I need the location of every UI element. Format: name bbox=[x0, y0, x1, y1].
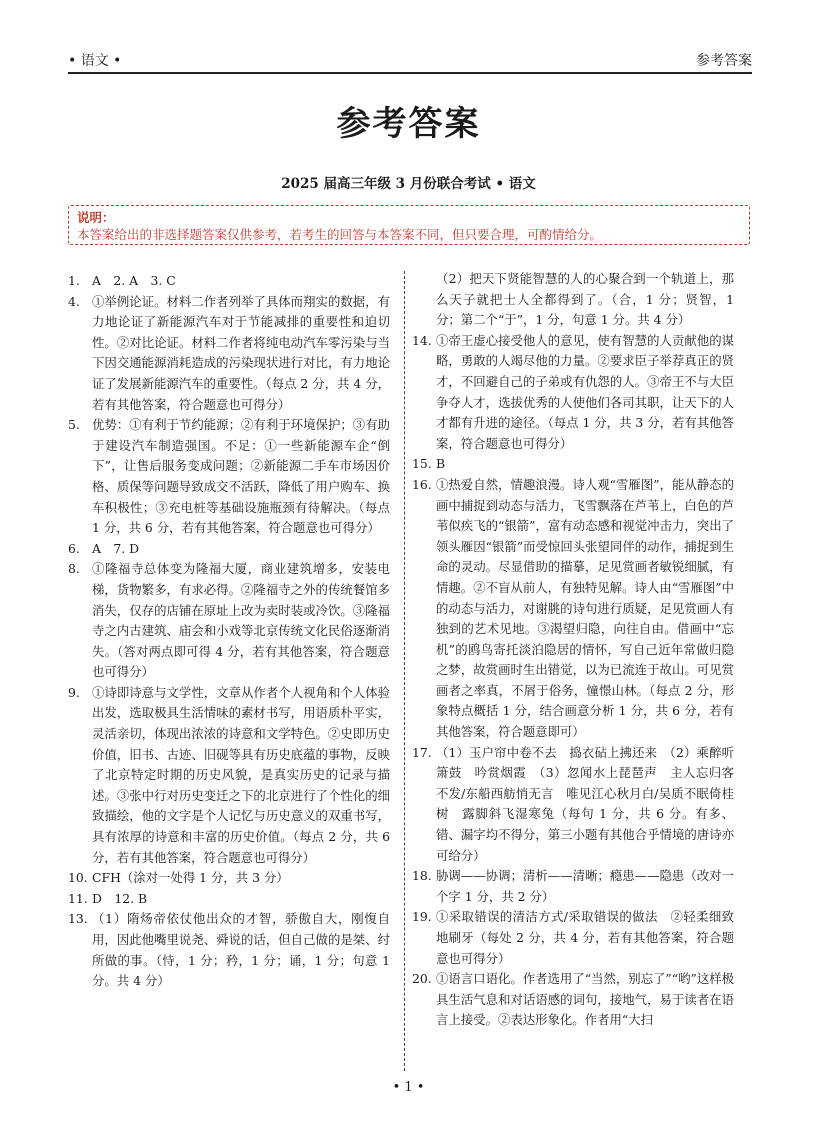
notice-head: 说明： bbox=[77, 210, 115, 225]
answer-item bbox=[412, 743, 734, 867]
answer-number: 15. bbox=[412, 456, 432, 472]
answer-text: 优势：①有利于节约能源；②有利于环境保护；③有助于建设汽车制造强国。不足：①一些新能源车企“倒下”，让售后服务变成问题；②新能源二手车市场因价格、质保等问题导致成交不活跃，降低了用户购车、换车积极性；③充电桩等基础设施瓶颈有待解决。（每点 1 分，共 6 分，若有其他答案，符合题意也可得分） bbox=[92, 417, 390, 536]
answer-item bbox=[68, 292, 390, 416]
notice-text: 本答案给出的非选择题答案仅供参考，若考生的回答与本答案不同，但只要合理，可酌情给分。 bbox=[77, 227, 603, 242]
answer-text: CFH（涂对一处得 1 分，共 3 分） bbox=[92, 870, 289, 886]
answer-number: 1. bbox=[68, 273, 80, 288]
answer-number: 20. bbox=[412, 971, 432, 987]
answer-number: 19. bbox=[412, 909, 432, 925]
answer-text: ①隆福寺总体变为隆福大厦，商业建筑增多，安装电梯，货物繁多，有求必得。②隆福寺之外的传统餐馆多消失，仅存的店铺在原址上改为卖时装或冷饮。③隆福寺之内古建筑、庙会和小戏等北京传统文化民俗逐渐消失。（答对两点即可得 4 分，若有其他答案，符合题意也可得分） bbox=[92, 561, 390, 680]
answer-item bbox=[412, 969, 734, 1031]
answer-item bbox=[68, 868, 390, 889]
answer-number: 9. bbox=[68, 684, 80, 700]
answer-item bbox=[68, 683, 390, 868]
answer-text: D 12. B bbox=[92, 890, 148, 906]
answer-text: （1）隋炀帝依仗他出众的才智，骄傲自大，刚愎自用，因此他嘴里说尧、舜说的话，但自己做的是桀、纣所做的事。（恃，1 分；矜，1 分；诵，1 分；句意 1 分。共 4 分） bbox=[92, 911, 390, 989]
answer-number: 13. bbox=[68, 911, 88, 927]
answer-text: ①举例论证。材料二作者列举了具体而翔实的数据，有力地论证了新能源汽车对于节能减排的重要性和迫切性。②对比论证。材料二作者将纯电动汽车零污染与当下因交通能源消耗造成的污染现状进行对比，有力地论证了发展新能源汽车的重要性。（每点 2 分，共 4 分，若有其他答案，符合题意也可得分） bbox=[92, 293, 390, 412]
answer-number: 11. bbox=[68, 890, 88, 906]
answer-text: A 2. A 3. C bbox=[92, 273, 176, 288]
answer-columns bbox=[68, 271, 752, 1071]
column-divider bbox=[404, 271, 405, 1071]
answer-text: （2）把天下贤能智慧的人的心聚合到一个轨道上，那么天子就把士人全都得到了。（合，1 分；贤智，1 分；第二个“于”，1 分，句意 1 分。共 4 分） bbox=[436, 271, 734, 328]
subject-label: • 语文 • bbox=[68, 53, 122, 69]
answer-number: 5. bbox=[68, 417, 80, 433]
answer-number bbox=[412, 269, 436, 331]
answer-item bbox=[412, 331, 734, 455]
page-number: • 1 • bbox=[392, 1080, 425, 1095]
answer-item bbox=[68, 909, 390, 991]
answer-text: ①语言口语化。作者选用了“当然，别忘了”“哟”这样极具生活气息和对话语感的词句，接地气，易于读者在语言上接受。②表达形象化。作者用“大扫 bbox=[436, 971, 734, 1028]
header-answer-label: 参考答案 bbox=[696, 53, 752, 69]
page-title: 参考答案 bbox=[336, 104, 481, 144]
answer-item bbox=[68, 539, 390, 560]
answer-text: （1）玉户帘中卷不去 捣衣砧上拂还来 （2）乘醉听箫鼓 吟赏烟霞 （3）忽闻水上琵琶声 主人忘归客不发/东船西舫悄无言 唯见江心秋月白/吴质不眠倚桂树 露脚斜飞湿寒兔（每句 1 分，共 6 分。有多、错、漏字均不得分，第三小题有其他合乎情境的唐诗亦可给分） bbox=[436, 744, 734, 863]
answer-number: 14. bbox=[412, 332, 432, 348]
answer-item bbox=[68, 889, 390, 910]
answer-item bbox=[412, 475, 734, 743]
answer-text: B bbox=[436, 456, 446, 472]
answer-item bbox=[68, 559, 390, 683]
answer-text: ①热爱自然，情趣浪漫。诗人观“雪雁图”，能从静态的画中捕捉到动态与活力，飞雪飘落在芦苇上，白色的芦苇似疾飞的“银箭”，富有动态感和视觉冲击力，突出了领头雁因“银箭”而受惊回头张望同伴的动作，捕捉到生命的灵动。尽显借助的描摹，足见赏画者敏锐细腻，有情趣。②不盲从前人，有独特见解。诗人由“雪雁图”中的动态与活力，对谢朓的诗句进行质疑，足见赏画人有独到的艺术见地。③渴望归隐，向往自由。借画中“忘机”的鸥鸟寄托淡泊隐居的情怀，写自己近年常做归隐之梦，故赏画时生出错觉，以为已流连于故山。可见赏画者之率真，不屑于俗务，憧憬山林。（每点 2 分，形象特点概括 1 分，结合画意分析 1 分，共 6 分，若有其他答案，符合题意即可） bbox=[436, 476, 734, 740]
answer-text: 胁调——协调；清析——清晰；瘾患——隐患（改对一个字 1 分，共 2 分） bbox=[436, 868, 734, 904]
answer-text: A 7. D bbox=[92, 540, 140, 556]
answer-number: 6. bbox=[68, 540, 80, 556]
page-header bbox=[68, 46, 752, 74]
answer-item bbox=[412, 907, 734, 969]
exam-title: 2025 届高三年级 3 月份联合考试 • 语文 bbox=[281, 176, 536, 192]
answer-item bbox=[412, 454, 734, 475]
notice-box bbox=[68, 205, 750, 245]
answer-item bbox=[68, 271, 390, 292]
answer-number: 18. bbox=[412, 868, 432, 884]
left-column bbox=[68, 271, 390, 992]
answer-item bbox=[412, 269, 734, 331]
right-column bbox=[412, 269, 734, 1031]
answer-number: 16. bbox=[412, 476, 432, 492]
answer-number: 10. bbox=[68, 870, 88, 886]
answer-text: ①采取错误的清洁方式/采取错误的做法 ②轻柔细致地刷牙（每处 2 分，共 4 分，若有其他答案，符合题意也可得分） bbox=[436, 909, 734, 966]
answer-number: 8. bbox=[68, 561, 80, 577]
answer-item bbox=[68, 415, 390, 539]
answer-text: ①诗即诗意与文学性，文章从作者个人视角和个人体验出发，选取极具生活情味的素材书写，用语质朴平实，灵活亲切，体现出浓浓的诗意和文学特色。②史即历史价值，旧书、古迹、旧砚等具有历史底蕴的事物，反映了北京特定时期的历史风貌，是真实历史的记录与描述。③张中行对历史变迁之下的北京进行了个性化的细致描绘，他的文字是个人记忆与历史意义的双重书写，具有浓厚的诗意和丰富的历史价值。（每点 2 分，共 6 分，若有其他答案，符合题意也可得分） bbox=[92, 684, 390, 865]
answer-number: 17. bbox=[412, 744, 432, 760]
answer-item bbox=[412, 866, 734, 907]
answer-number: 4. bbox=[68, 293, 80, 309]
answer-text: ①帝王虚心接受他人的意见，使有智慧的人贡献他的谋略，勇敢的人竭尽他的力量。②要求臣子举荐真正的贤才，不回避自己的子弟或有仇怨的人。③帝王不与大臣争夺人才，选拔优秀的人使他们各司其职，让天下的人才都有升进的途径。（每点 1 分，共 3 分，若有其他答案，符合题意也可得分） bbox=[436, 332, 734, 451]
